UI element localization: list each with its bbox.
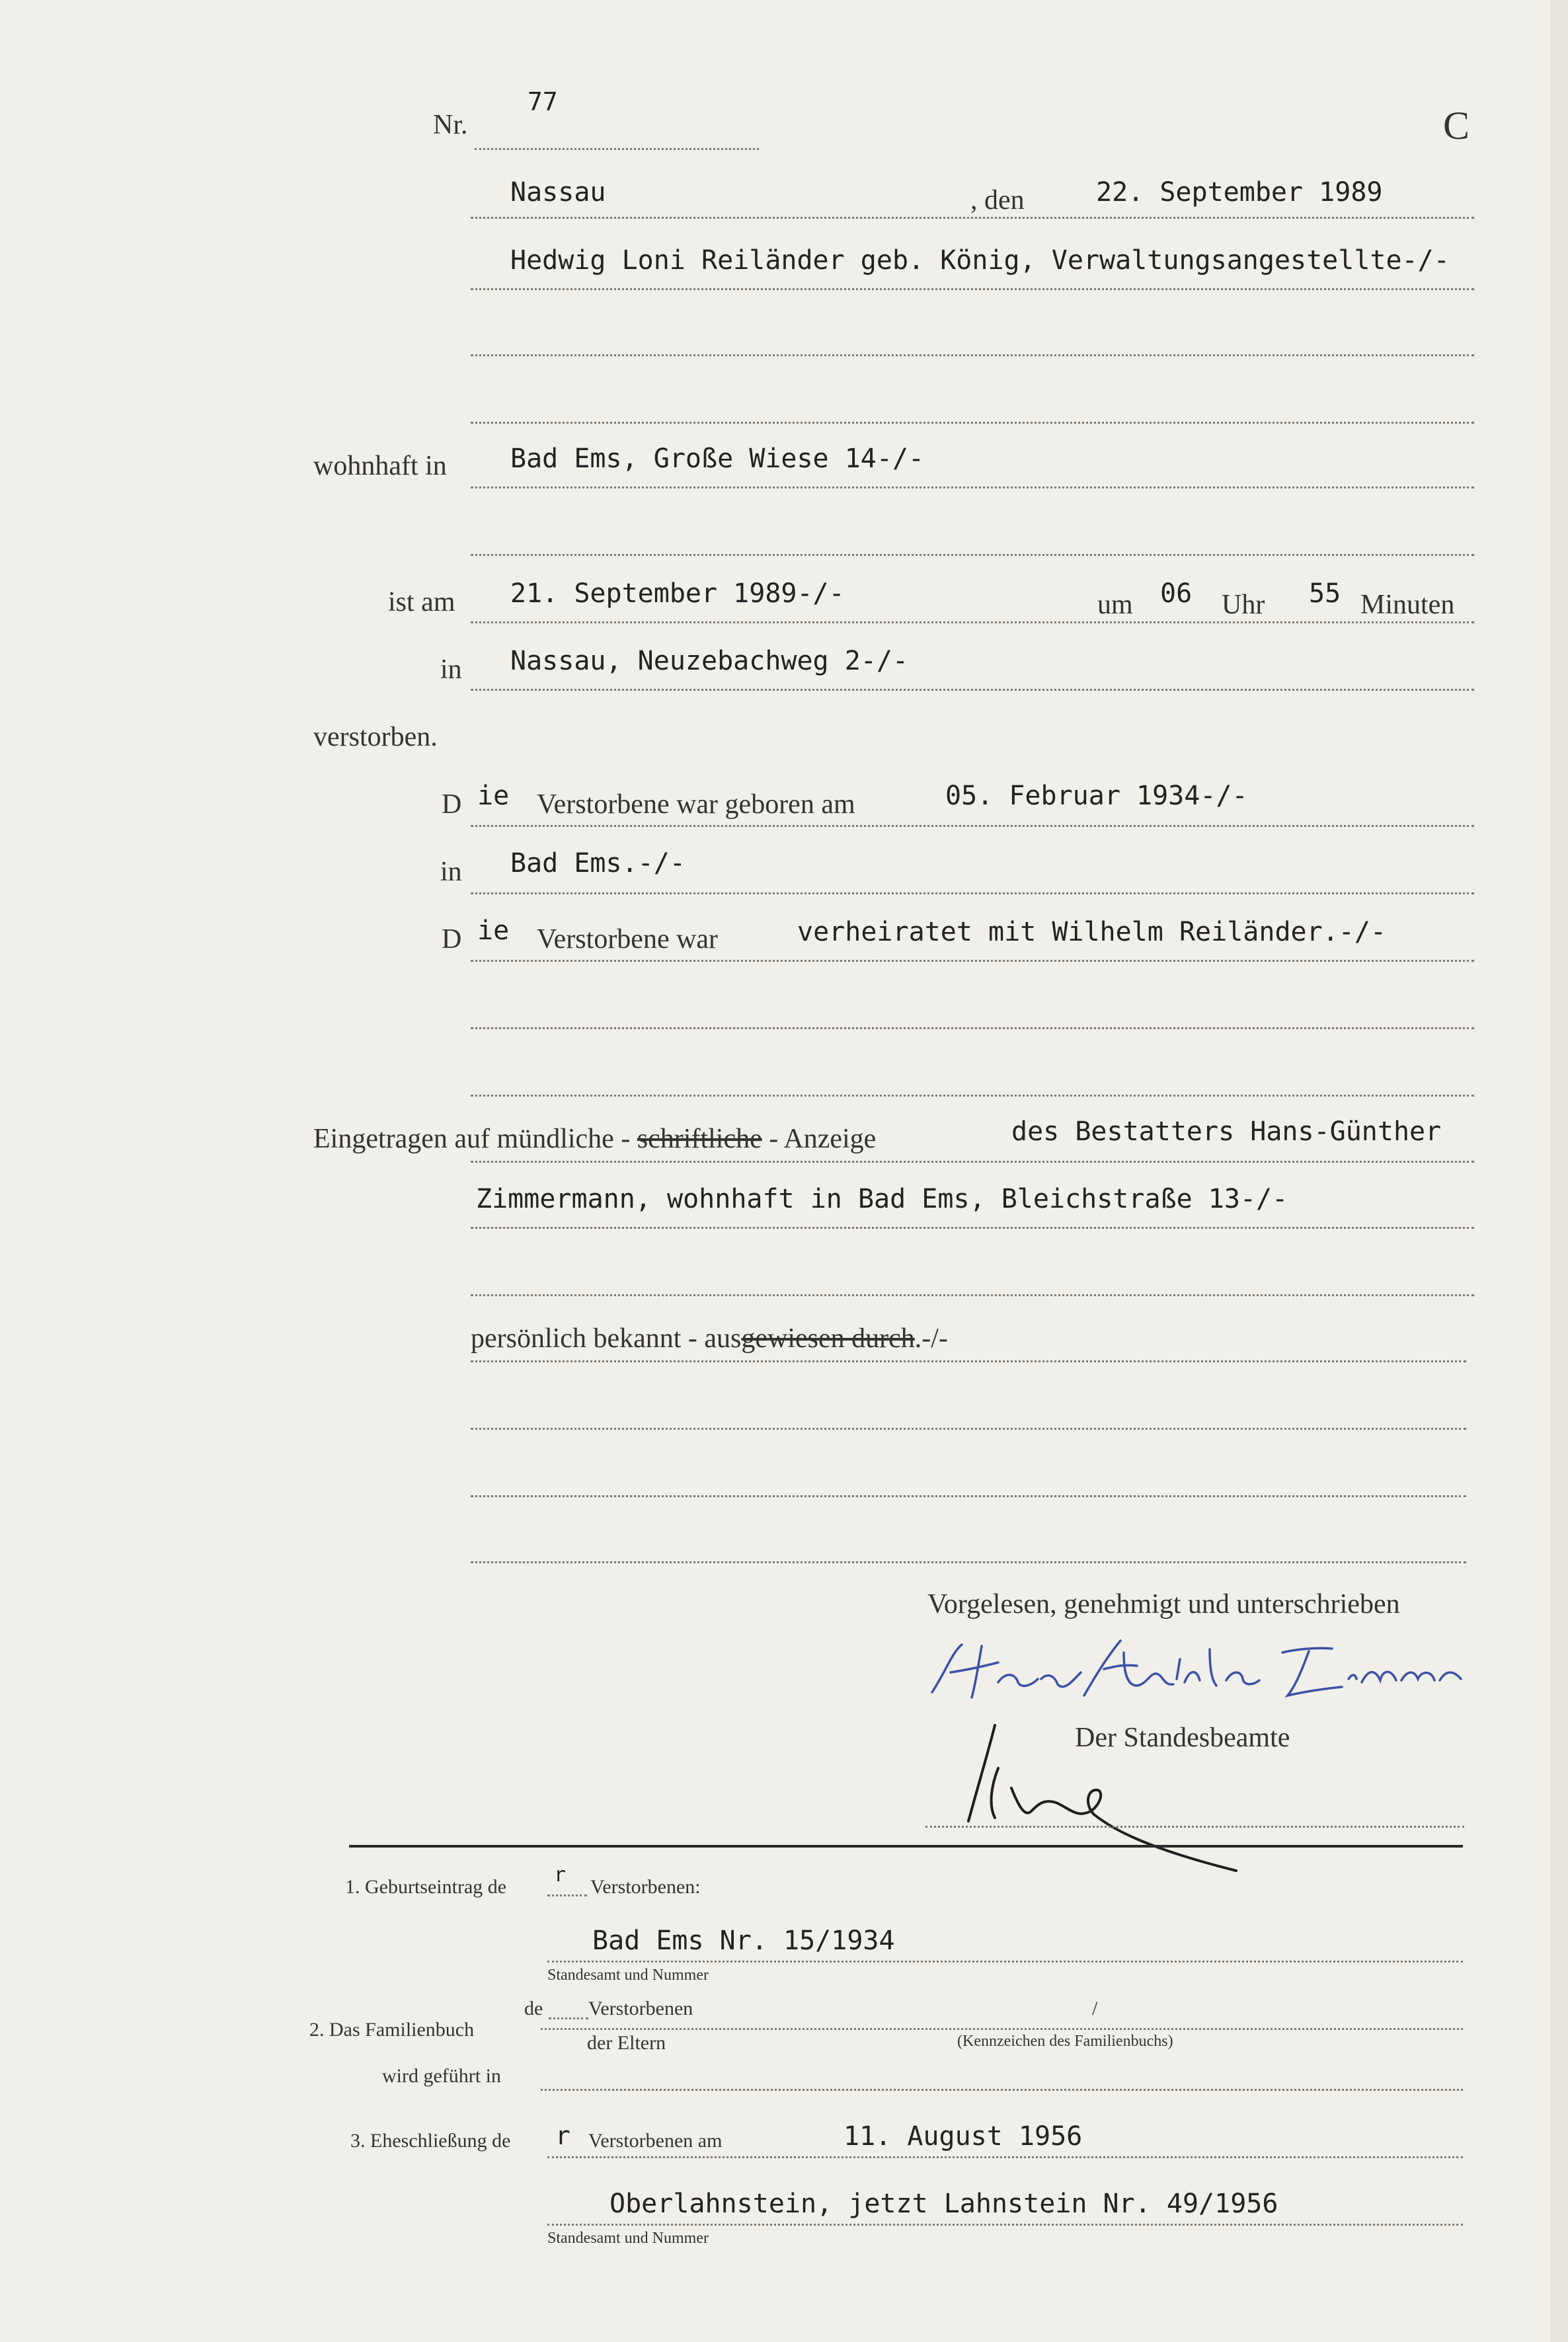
blank-line: [471, 554, 1474, 556]
item2-caption: (Kennzeichen des Familienbuchs): [957, 2033, 1173, 2050]
registration-value-2: Zimmermann, wohnhaft in Bad Ems, Bleichstraße 13-/-: [476, 1184, 1288, 1214]
item1-caption: Standesamt und Nummer: [547, 1967, 709, 1984]
registration-line-2: [471, 1227, 1474, 1229]
birth-place: Bad Ems.-/-: [510, 848, 686, 878]
blank-line: [471, 1095, 1474, 1097]
marital-ie-suffix: ie: [477, 916, 510, 946]
registration-label: Eingetragen auf mündliche - schriftliche - Anzeige: [313, 1124, 877, 1154]
birth-d-label: D: [442, 789, 462, 820]
person-line: Hedwig Loni Reiländer geb. König, Verwaltungsangestellte-/-: [510, 245, 1450, 276]
registrar-label: Der Standesbeamte: [1075, 1723, 1290, 1753]
blank-line: [471, 1294, 1474, 1296]
ist-am-label: ist am: [388, 587, 455, 617]
registration-line-1: [471, 1161, 1474, 1163]
item2-label: 2. Das Familienbuch: [309, 2019, 475, 2041]
blank-line: [471, 1428, 1466, 1430]
known-line: [471, 1360, 1466, 1362]
birth-in-label: in: [440, 857, 462, 887]
item3-place: Oberlahnstein, jetzt Lahnstein Nr. 49/1956: [609, 2189, 1278, 2219]
death-date-line: [471, 621, 1474, 623]
item2-opt1: Verstorbenen: [588, 1998, 693, 2019]
verstorben-label: verstorben.: [313, 722, 438, 752]
item2-slash: /: [1092, 1998, 1098, 2019]
item2-de-line: [549, 2017, 588, 2019]
item1-line: [547, 1961, 1463, 1963]
birth-text: Verstorbene war geboren am: [537, 789, 855, 820]
corner-letter: C: [1443, 104, 1470, 147]
blank-line: [471, 1027, 1474, 1029]
blank-line: [471, 354, 1474, 356]
marital-line: [471, 960, 1474, 962]
item1-suffix: r: [554, 1863, 567, 1887]
residence-label: wohnhaft in: [313, 451, 447, 481]
nr-value: 77: [528, 87, 558, 116]
marital-value: verheiratet mit Wilhelm Reiländer.-/-: [797, 917, 1387, 947]
registrar-signature-line: [925, 1826, 1464, 1828]
den-label: , den: [970, 185, 1025, 215]
read-approved-text: Vorgelesen, genehmigt und unterschrieben: [927, 1589, 1400, 1620]
death-minutes: 55: [1309, 578, 1341, 609]
section-divider: [349, 1845, 1463, 1848]
birth-ie-suffix: ie: [477, 781, 510, 811]
item3-label2: Verstorbenen am: [588, 2130, 723, 2152]
item1-label: 1. Geburtseintrag de: [345, 1876, 507, 1898]
item3-date-line: [547, 2156, 1463, 2158]
death-place-line: [471, 689, 1474, 691]
death-hour: 06: [1160, 578, 1193, 609]
blank-line: [471, 422, 1474, 424]
item2-de: de: [524, 1998, 543, 2019]
item2-location-line: [541, 2089, 1463, 2091]
signature-informant: [925, 1633, 1468, 1712]
item1-value: Bad Ems Nr. 15/1934: [592, 1926, 895, 1956]
item3-caption: Standesamt und Nummer: [547, 2230, 709, 2247]
death-date: 21. September 1989-/-: [510, 578, 845, 609]
blank-line: [471, 1495, 1466, 1497]
person-line-rule: [471, 288, 1474, 290]
birth-date-line: [471, 825, 1474, 827]
nr-label: Nr.: [433, 110, 468, 140]
item1-suffix-line: [547, 1894, 587, 1896]
item3-suffix: r: [555, 2121, 570, 2150]
place-value: Nassau: [510, 177, 606, 208]
item2-label2: wird geführt in: [382, 2065, 501, 2087]
death-in-label: in: [440, 654, 462, 685]
marital-d-label: D: [442, 924, 462, 955]
minuten-label: Minuten: [1360, 590, 1455, 620]
item3-date: 11. August 1956: [843, 2121, 1083, 2152]
place-date-line: [471, 217, 1474, 219]
registration-value-1: des Bestatters Hans-Günther: [1011, 1116, 1442, 1147]
item1-label2: Verstorbenen:: [590, 1876, 701, 1898]
birth-date: 05. Februar 1934-/-: [945, 781, 1248, 811]
known-text: persönlich bekannt - ausgewiesen durch.-/-: [471, 1323, 948, 1354]
date-value: 22. September 1989: [1096, 177, 1383, 208]
item3-place-line: [547, 2224, 1463, 2226]
item3-label: 3. Eheschließung de: [350, 2130, 511, 2152]
um-label: um: [1097, 590, 1133, 620]
blank-line: [471, 1561, 1466, 1563]
residence-line: [471, 487, 1474, 488]
residence-value: Bad Ems, Große Wiese 14-/-: [510, 444, 925, 474]
marital-text: Verstorbene war: [537, 924, 719, 955]
death-place: Nassau, Neuzebachweg 2-/-: [510, 646, 909, 676]
uhr-label: Uhr: [1222, 590, 1265, 620]
item2-opt2: der Eltern: [587, 2032, 666, 2054]
birth-place-line: [471, 892, 1474, 894]
nr-line: [475, 148, 759, 150]
item2-line: [541, 2028, 1463, 2030]
